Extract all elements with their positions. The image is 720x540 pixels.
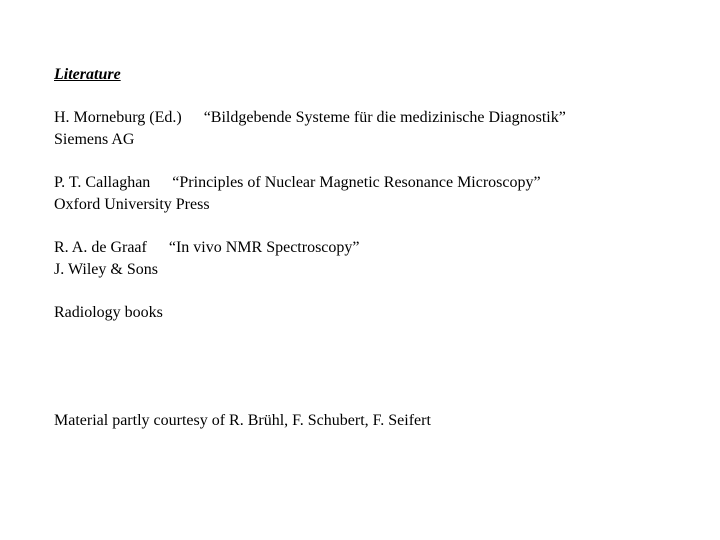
reference-author: H. Morneburg (Ed.) (54, 109, 182, 126)
reference-title: “Bildgebende Systeme für die medizinische Diagnostik” (203, 109, 566, 126)
reference-publisher: Siemens AG (54, 131, 135, 148)
reference-title: “In vivo NMR Spectroscopy” (168, 239, 360, 256)
reference-line (54, 172, 541, 194)
reference-publisher: Oxford University Press (54, 196, 210, 213)
credit-line: Material partly courtesy of R. Brühl, F. Schubert, F. Seifert (54, 412, 431, 429)
reference-entry (54, 172, 541, 216)
reference-author: R. A. de Graaf (54, 239, 147, 256)
reference-publisher: J. Wiley & Sons (54, 261, 158, 278)
reference-entry (54, 237, 360, 281)
reference-entry (54, 107, 566, 151)
literature-heading: Literature (54, 66, 121, 83)
reference-title: “Principles of Nuclear Magnetic Resonance Microscopy” (172, 174, 541, 191)
reference-line (54, 237, 360, 259)
reference-author: P. T. Callaghan (54, 174, 151, 191)
radiology-books-note: Radiology books (54, 304, 163, 321)
reference-line (54, 107, 566, 129)
